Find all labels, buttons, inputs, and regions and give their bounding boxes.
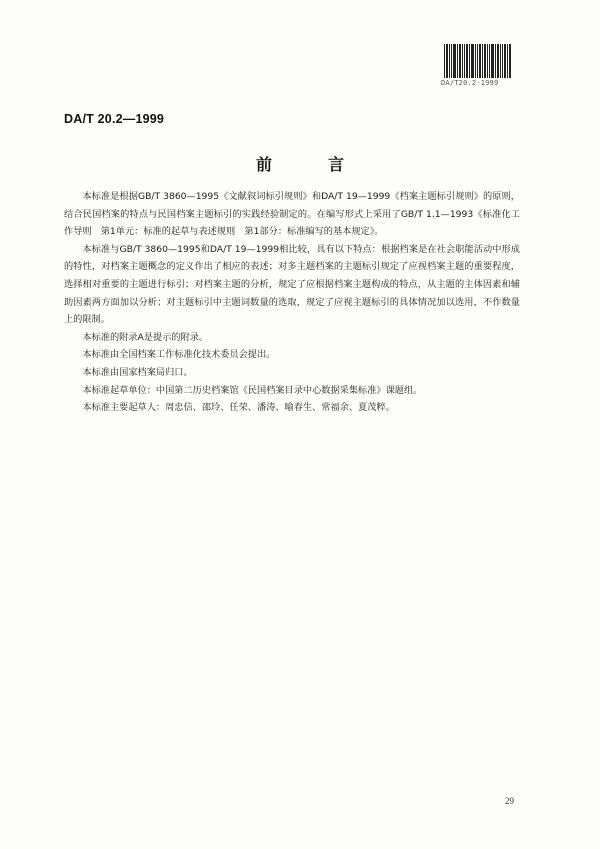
barcode-label: DA/T20.2-1999 xyxy=(441,79,499,87)
paragraph-administered-by: 本标准由国家档案局归口。 xyxy=(82,366,193,378)
paragraph-appendix: 本标准的附录A是提示的附录。 xyxy=(82,331,209,343)
foreword-body xyxy=(64,188,520,417)
paragraph-drafters: 本标准主要起草人：周忠信、邵玲、任荣、潘涛、喻春生、常福余、夏茂粹。 xyxy=(82,402,395,414)
page-number: 29 xyxy=(505,796,514,806)
barcode-icon xyxy=(444,44,512,78)
paragraph-features: 本标准与GB/T 3860—1995和DA/T 19—1999相比较，具有以下特点：根据档案是在社会职能活动中形成的特性，对档案主题概念的定义作出了相应的表述；对多主题档案的主题标引规定了应视档案主题的重要程度，选择相对重要的主题进行标引；对档案主题的分析，规定了应根据档案主题构成的特点，从主题的主体因素和辅助因素两方面加以分析；对主题标引中主题词数量的选取，规定了应视主题标引的具体情况加以选用，不作数量上的限制。 xyxy=(64,243,520,326)
paragraph-proposed-by: 本标准由全国档案工作标准化技术委员会提出。 xyxy=(82,349,276,361)
paragraph-basis: 本标准是根据GB/T 3860—1995《文献叙词标引规则》和DA/T 19—1999《档案主题标引规则》的原则，结合民国档案的特点与民国档案主题标引的实践经验制定的。在编写形式上采用了GB/T 1.1—1993《标准化工作导则 第1单元：标准的起草与表述规则 第1部分：标准编写的基本规定》。 xyxy=(64,191,520,238)
paragraph-drafting-unit: 本标准起草单位：中国第二历史档案馆《民国档案目录中心数据采集标准》课题组。 xyxy=(82,384,423,396)
standard-code: DA/T 20.2—1999 xyxy=(64,112,165,126)
page-title: 前 言 xyxy=(255,155,364,174)
barcode xyxy=(441,44,517,92)
